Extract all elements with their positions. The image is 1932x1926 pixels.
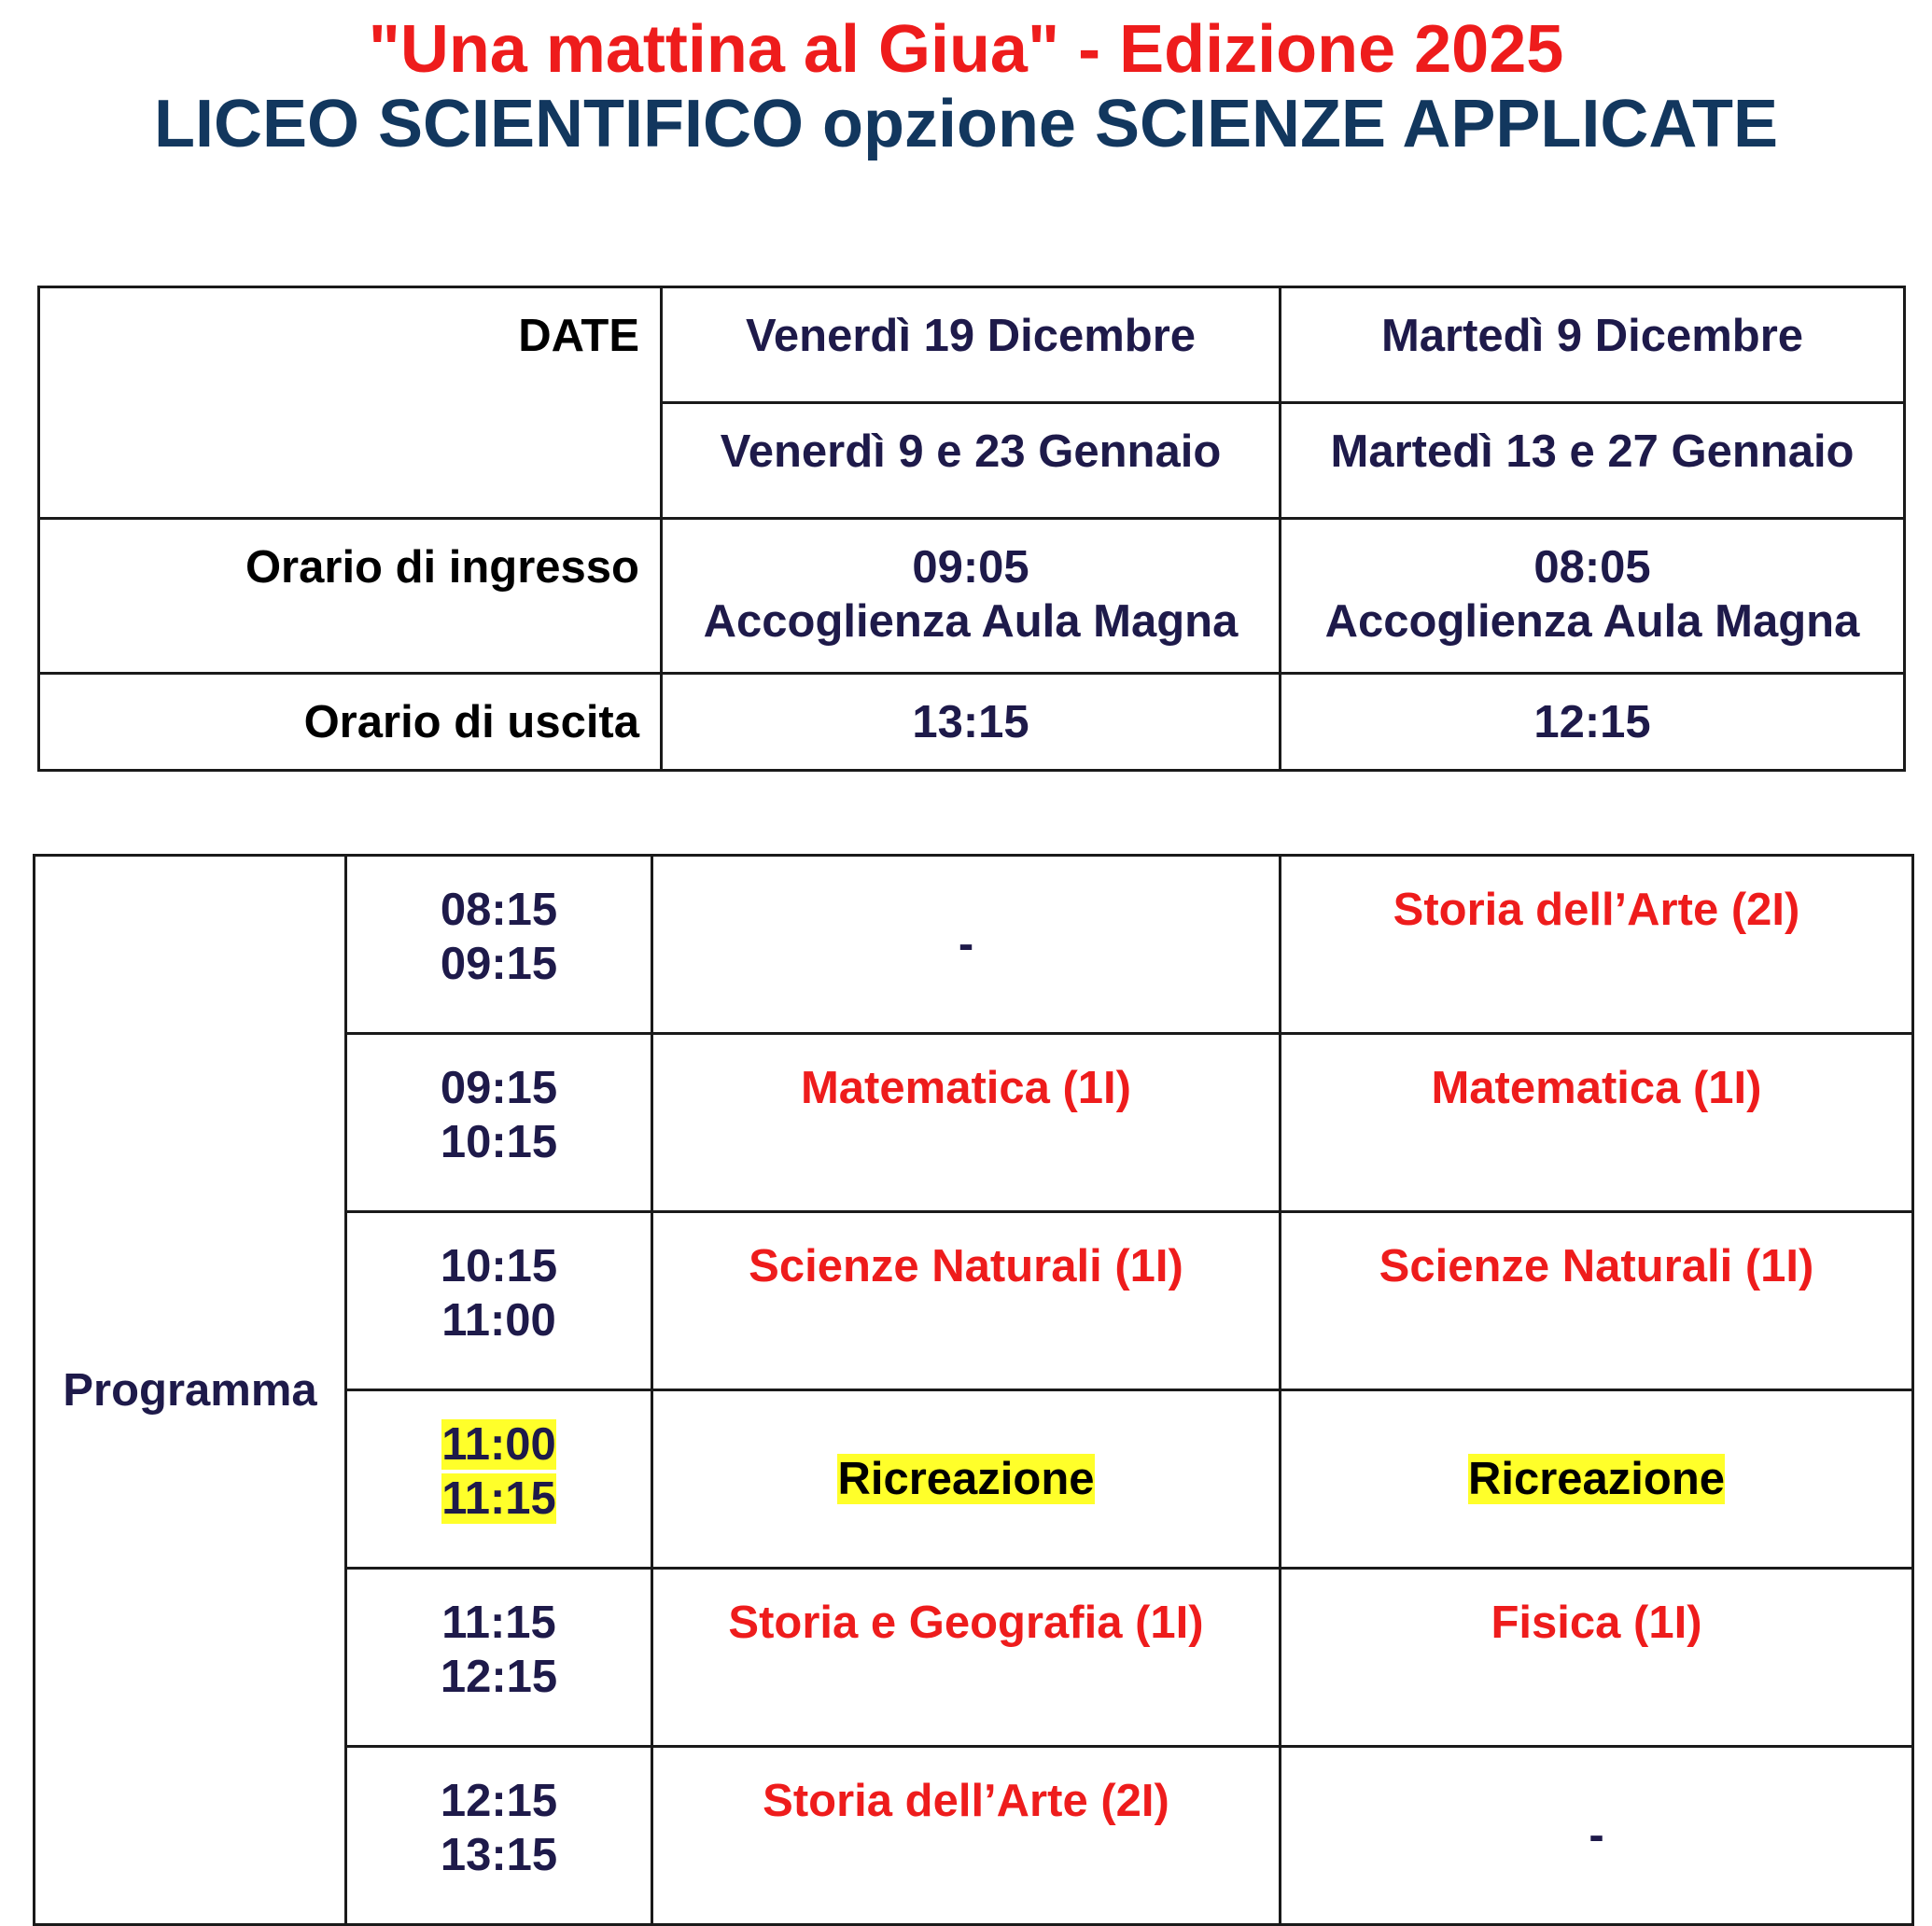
time-end: 12:15: [440, 1652, 558, 1702]
tuesday-activity: -: [1281, 1747, 1913, 1925]
time-end: 11:00: [441, 1295, 556, 1346]
page-subtitle: LICEO SCIENTIFICO opzione SCIENZE APPLICATE: [153, 87, 1779, 161]
time-slot: [346, 1747, 652, 1925]
tuesday-break: Ricreazione: [1467, 1454, 1726, 1504]
tuesday-date-1: Martedì 9 Dicembre: [1281, 287, 1905, 403]
friday-activity: Storia dell’Arte (2I): [652, 1747, 1281, 1925]
program-label: Programma: [35, 856, 346, 1925]
time-slot: [346, 1569, 652, 1747]
time-slot: [346, 1212, 652, 1390]
friday-break: Ricreazione: [837, 1454, 1095, 1504]
friday-break-cell: [652, 1390, 1281, 1569]
exit-label: Orario di uscita: [39, 674, 662, 771]
time-start: 11:15: [441, 1598, 556, 1648]
friday-entry: [662, 519, 1281, 674]
exit-row: [39, 674, 1905, 771]
friday-entry-note: Accoglienza Aula Magna: [703, 596, 1239, 647]
tuesday-exit: 12:15: [1281, 674, 1905, 771]
friday-date-2: Venerdì 9 e 23 Gennaio: [662, 403, 1281, 519]
time-start: 09:15: [440, 1063, 558, 1113]
entry-row: [39, 519, 1905, 674]
friday-activity: Matematica (1I): [652, 1034, 1281, 1212]
time-slot-break: [346, 1390, 652, 1569]
time-start: 08:15: [440, 885, 558, 935]
friday-activity: Scienze Naturali (1I): [652, 1212, 1281, 1390]
entry-label: Orario di ingresso: [39, 519, 662, 674]
time-end: 13:15: [440, 1830, 558, 1880]
tuesday-date-2: Martedì 13 e 27 Gennaio: [1281, 403, 1905, 519]
tuesday-activity: Scienze Naturali (1I): [1281, 1212, 1913, 1390]
time-start: 12:15: [440, 1776, 558, 1826]
time-end: 10:15: [440, 1117, 558, 1167]
tuesday-entry-note: Accoglienza Aula Magna: [1324, 596, 1860, 647]
schedule-table: [37, 286, 1906, 772]
time-start: 10:15: [440, 1241, 558, 1291]
date-label: DATE: [39, 287, 662, 519]
friday-activity: -: [652, 856, 1281, 1034]
tuesday-entry: [1281, 519, 1905, 674]
page-title: "Una mattina al Giua" - Edizione 2025: [368, 12, 1564, 87]
program-row: [35, 856, 1913, 1034]
program-table: [33, 854, 1914, 1926]
time-slot: [346, 856, 652, 1034]
date-row: [39, 287, 1905, 403]
time-slot: [346, 1034, 652, 1212]
tuesday-activity: Matematica (1I): [1281, 1034, 1913, 1212]
friday-exit: 13:15: [662, 674, 1281, 771]
friday-activity: Storia e Geografia (1I): [652, 1569, 1281, 1747]
tuesday-entry-time: 08:05: [1533, 542, 1651, 593]
tuesday-activity: Storia dell’Arte (2I): [1281, 856, 1913, 1034]
friday-date-1: Venerdì 19 Dicembre: [662, 287, 1281, 403]
time-start: 11:00: [441, 1419, 556, 1470]
tuesday-break-cell: [1281, 1390, 1913, 1569]
time-end: 11:15: [441, 1473, 556, 1524]
tuesday-activity: Fisica (1I): [1281, 1569, 1913, 1747]
time-end: 09:15: [440, 939, 558, 989]
friday-entry-time: 09:05: [912, 542, 1029, 593]
